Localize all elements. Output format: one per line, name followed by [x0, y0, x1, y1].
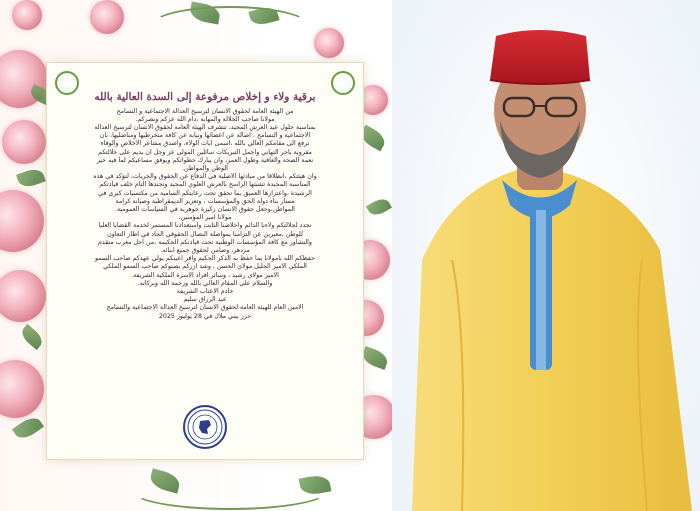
letter-line: من الهيئة العامة لحقوق الانسان لترسيخ العدالة الاجتماعية و التسامح: [116, 107, 294, 115]
leaf-decoration: [18, 324, 45, 350]
letter-line: والتشاور مع كافة المؤسسات الوطنية تحت قيادتكم الحكيمة ،من اجل مغرب متقدم: [98, 238, 312, 246]
letter-line: الوطن والمواطن.: [182, 165, 228, 173]
letter-line: الأمير مولاي رشيد ، وسائر افراد الاسرة الملكية الشريفة.: [131, 271, 279, 279]
rose-decoration: [0, 270, 46, 322]
letter-line: نجدد لجلالتكم ولاءنا الدائم واخلاصنا الثابت واستعدادنا المستمر لخدمة القضايا العليا: [98, 222, 312, 230]
letter-line: مولانا صاحب الجلالة والمهابة ،دام الله عزكم ونصركم.: [135, 115, 275, 123]
corner-emblem-icon: [55, 71, 79, 95]
signature-line: الامين العام للهيئة العامة لحقوق الانسان لترسيخ العدالة الاجتماعية والتسامح: [106, 304, 304, 312]
corner-emblem-icon: [331, 71, 355, 95]
letter-line: مقرونة بأحر التهاني وأجمل التبريكات سائلين المولى عز وجل ان يديم على جلالتكم: [98, 148, 312, 156]
letter-line: الملكي الأمير الجليل مولاي الحسن ، وشد ازركم بصنوكم صاحب السمو الملكي: [103, 263, 307, 271]
leaf-decoration: [16, 166, 46, 190]
signature-line: عبد الرزاق سليم: [183, 296, 227, 304]
rose-decoration: [2, 120, 46, 164]
letter-title: برقية ولاء و إخلاص مرفوعة إلى السدة العالية بالله: [94, 91, 316, 103]
letter-line: المناسبة المجيدة تشبثها الراسخ بالعرش العلوي المجيد وتجندها التام خلف قيادتكم: [99, 181, 311, 189]
letter-line: مسار بناء دولة الحق والمؤسسات ، وتعزيز الديمقراطية وصيانة كرامة: [115, 197, 295, 205]
letter-body: [55, 108, 355, 288]
rose-decoration: [0, 190, 44, 252]
letter-line: الرشيدة ،واعتزازها العميق بما تحقق تحت رعايتكم السامية من مكتسبات كبرى في: [98, 189, 312, 197]
rose-decoration: [0, 360, 44, 418]
letter-line: حفظكم الله بامولانا بما حفظ به الذكر الحكيم واقر اعينكم بولي عهدكم صاحب السمو: [95, 255, 315, 263]
rose-decoration: [90, 0, 124, 34]
letter-line: المواطن،وجعل حقوق الانسان ركيزة جوهرية في السياسات العمومية.: [115, 206, 295, 214]
vine-decoration: [130, 470, 330, 510]
leaf-decoration: [360, 346, 390, 370]
portrait-image: [392, 0, 700, 511]
vine-decoration: [150, 6, 310, 46]
letter-line: نعمة الصحة والعافية وطول العمر، وأن يبارك خطواتكم ويوفق مساعيكم لما فيه خير: [96, 156, 314, 164]
letter-sheet: [46, 62, 364, 460]
letter-signature: [55, 288, 355, 321]
letter-line: ترفع الى مقامكم العالي بالله ،اسمى ايات الولاء، واصدق مشاعر الاخلاص والوفاء: [100, 140, 310, 148]
letter-line: الاجتماعية و التسامح ، اصالة عن اعضائها ونيابة عن كافة منخرطيها ومناضليها، بان: [99, 132, 311, 140]
letter-line: وان هيئتكم ،انطلاقا من مبادئها الاصلية في الدفاع عن الحقوق والحريات، لتؤكد في هذه: [93, 173, 317, 181]
letter-line: مولانا امير المؤمنين،: [178, 214, 232, 222]
letter-line: للوطن ،معبرين عن التزامنا بمواصلة النضال الحقوقي الجاد في اطار التعاون: [107, 230, 303, 238]
rose-decoration: [12, 0, 42, 30]
leaf-decoration: [366, 195, 392, 218]
letter-line: بمناسبة حلول عيد العرش المجيد، تتشرف الهيئة العامة لحقوق الانسان لترسيخ العدالة: [94, 124, 316, 131]
letter-line: مزدهر، وضامن لحقوق جميع ابنائه.: [160, 247, 250, 255]
organization-seal-icon: [183, 405, 227, 449]
signature-line: خادم الاعتاب الشريفة: [176, 288, 234, 296]
rose-decoration: [314, 28, 344, 58]
letter-line: والسلام على المقام العالي بالله ورحمة الله وبركاته.: [137, 279, 273, 287]
signature-line: حرر ببني ملال في 28 يوليوز 2025: [158, 312, 252, 320]
